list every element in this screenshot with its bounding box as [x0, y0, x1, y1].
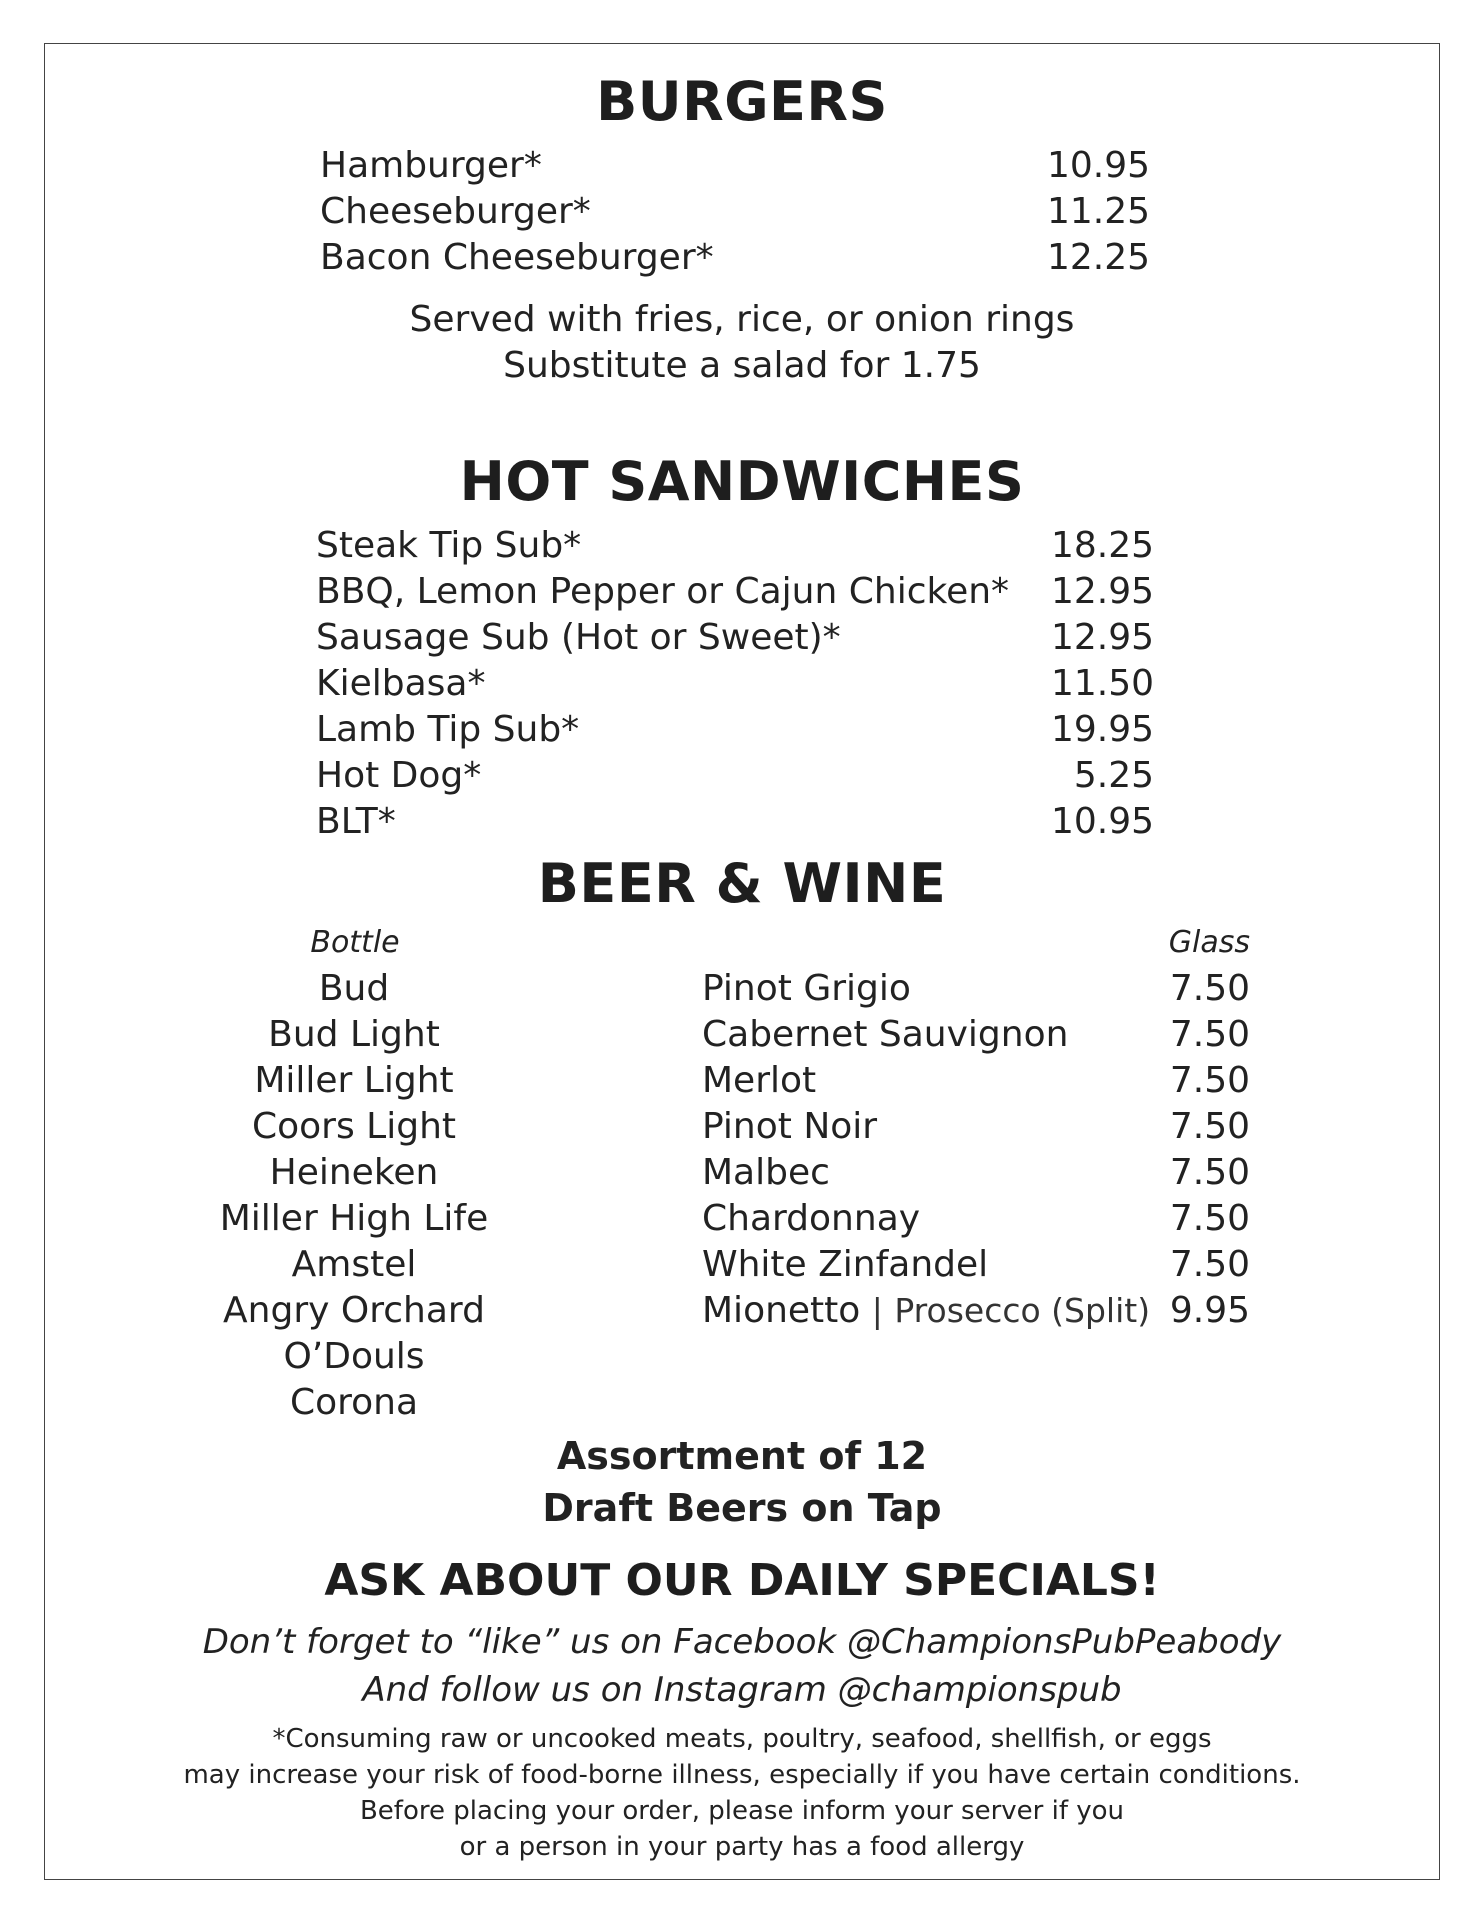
price-hamburger: 10.95 — [1046, 145, 1150, 186]
menu-item-bacon-cheeseburger: Bacon Cheeseburger* — [320, 237, 714, 278]
price-steak-tip-sub: 18.25 — [1050, 525, 1154, 566]
wine-item: Cabernet Sauvignon — [702, 1014, 1069, 1055]
disclaimer-line-1: *Consuming raw or uncooked meats, poultry, seafood, shellfish, or eggs — [272, 1724, 1212, 1754]
burgers-heading: BURGERS — [596, 70, 888, 133]
beer-wine-heading: BEER & WINE — [537, 852, 947, 915]
wine-item: Merlot — [702, 1060, 817, 1101]
instagram-line: And follow us on Instagram @championspub — [362, 1670, 1122, 1710]
bottle-item: Miller High Life — [219, 1198, 489, 1239]
price-lamb-tip-sub: 19.95 — [1050, 709, 1154, 750]
wine-item: White Zinfandel — [702, 1244, 989, 1285]
menu-item-hamburger: Hamburger* — [320, 145, 542, 186]
disclaimer-line-3: Before placing your order, please inform your server if you — [359, 1796, 1125, 1826]
bottle-item: Angry Orchard — [223, 1290, 485, 1331]
price-bacon-cheeseburger: 12.25 — [1046, 237, 1150, 278]
draft-line-1: Assortment of 12 — [556, 1434, 928, 1478]
bottle-item: Miller Light — [254, 1060, 454, 1101]
menu-item-cheeseburger: Cheeseburger* — [320, 191, 591, 232]
disclaimer-line-2: may increase your risk of food-borne illness, especially if you have certain conditions. — [183, 1760, 1301, 1790]
facebook-line: Don’t forget to “like” us on Facebook @ChampionsPubPeabody — [202, 1622, 1282, 1662]
price-cheeseburger: 11.25 — [1046, 191, 1150, 232]
wine-price: 7.50 — [1169, 1014, 1250, 1055]
bottle-item: Heineken — [269, 1152, 439, 1193]
wine-price-mionetto: 9.95 — [1169, 1290, 1250, 1331]
wine-price: 7.50 — [1169, 1244, 1250, 1285]
bottle-item: Amstel — [291, 1244, 417, 1285]
wine-item: Chardonnay — [702, 1198, 921, 1239]
menu-item-lamb-tip-sub: Lamb Tip Sub* — [316, 709, 580, 750]
disclaimer-line-4: or a person in your party has a food allergy — [459, 1832, 1025, 1862]
menu-item-sausage-sub: Sausage Sub (Hot or Sweet)* — [316, 617, 841, 658]
wine-price: 7.50 — [1169, 1152, 1250, 1193]
wine-item: Malbec — [702, 1152, 830, 1193]
price-blt: 10.95 — [1050, 801, 1154, 842]
draft-line-2: Draft Beers on Tap — [542, 1486, 942, 1530]
wine-item: Pinot Grigio — [702, 968, 911, 1009]
mionetto-separator: | — [871, 1291, 883, 1330]
wine-price: 7.50 — [1169, 1060, 1250, 1101]
bottle-item: Bud — [318, 968, 390, 1009]
menu-item-blt: BLT* — [316, 801, 396, 842]
bottle-item: Coors Light — [251, 1106, 457, 1147]
price-hot-dog: 5.25 — [1073, 755, 1154, 796]
menu-item-hot-dog: Hot Dog* — [316, 755, 482, 796]
burgers-salad-note: Substitute a salad for 1.75 — [503, 345, 981, 386]
wine-price: 7.50 — [1169, 1106, 1250, 1147]
wine-item: Pinot Noir — [702, 1106, 878, 1147]
price-kielbasa: 11.50 — [1050, 663, 1154, 704]
wine-price: 7.50 — [1169, 968, 1250, 1009]
menu-item-bbq-chicken: BBQ, Lemon Pepper or Cajun Chicken* — [316, 571, 1010, 612]
menu-item-steak-tip-sub: Steak Tip Sub* — [316, 525, 582, 566]
burgers-sides-note: Served with fries, rice, or onion rings — [409, 299, 1075, 340]
menu-item-kielbasa: Kielbasa* — [316, 663, 486, 704]
price-bbq-chicken: 12.95 — [1050, 571, 1154, 612]
bottle-label: Bottle — [310, 925, 400, 960]
wine-item-mionetto — [702, 1288, 1150, 1334]
bottle-item: Corona — [289, 1382, 419, 1423]
bottle-item: Bud Light — [268, 1014, 440, 1055]
bottle-item: O’Douls — [283, 1336, 425, 1377]
mionetto-name: Mionetto — [702, 1290, 861, 1331]
price-sausage-sub: 12.95 — [1050, 617, 1154, 658]
glass-label: Glass — [1168, 925, 1250, 960]
hot-sandwiches-heading: HOT SANDWICHES — [459, 450, 1025, 513]
mionetto-detail: Prosecco (Split) — [894, 1291, 1151, 1330]
daily-specials-banner: ASK ABOUT OUR DAILY SPECIALS! — [324, 1555, 1160, 1606]
wine-price: 7.50 — [1169, 1198, 1250, 1239]
